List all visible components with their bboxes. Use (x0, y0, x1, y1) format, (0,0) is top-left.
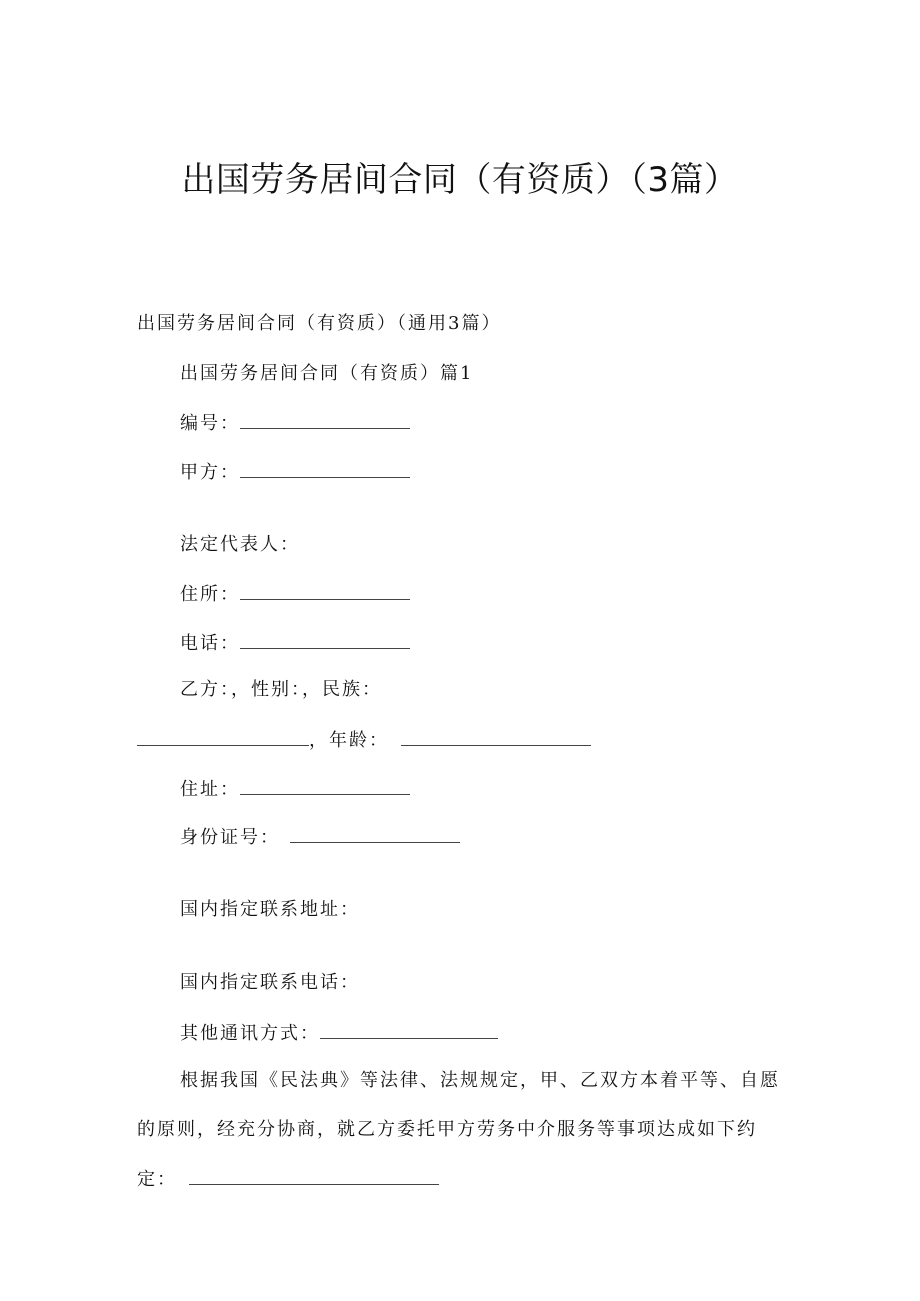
id-blank (290, 824, 460, 843)
other-contact-blank (320, 1020, 498, 1039)
paragraph-line-2: 的原则，经充分协商，就乙方委托甲方劳务中介服务等事项达成如下约 (137, 1119, 757, 1140)
paragraph-blank (189, 1166, 439, 1185)
intro-line: 出国劳务居间合同（有资质）（通用3篇） (137, 313, 502, 334)
age-label: ，年龄： (309, 730, 389, 751)
paragraph-line-1: 根据我国《民法典》等法律、法规规定，甲、乙双方本着平等、自愿 (180, 1070, 780, 1091)
address-field (180, 776, 410, 802)
phone-field (180, 630, 410, 656)
phone-blank (240, 630, 410, 649)
legal-rep-field: 法定代表人： (180, 534, 300, 555)
phone-label: 电话： (180, 633, 240, 654)
document-title: 出国劳务居间合同（有资质）（3篇） (181, 160, 739, 200)
residence-blank (240, 581, 410, 600)
other-contact-field (180, 1020, 498, 1046)
domestic-address-field: 国内指定联系地址： (180, 899, 360, 920)
party-a-field (180, 459, 410, 485)
address-blank (240, 776, 410, 795)
age-blank (401, 727, 591, 746)
paragraph-line-3 (137, 1166, 439, 1192)
section-heading: 出国劳务居间合同（有资质）篇1 (180, 363, 474, 384)
party-b-line: 乙方：，性别：，民族： (180, 679, 382, 700)
address-label: 住址： (180, 779, 240, 800)
ethnicity-blank (137, 727, 309, 746)
party-a-label: 甲方： (180, 462, 240, 483)
number-blank (240, 410, 410, 429)
number-label: 编号： (180, 413, 240, 434)
domestic-phone-field: 国内指定联系电话： (180, 972, 360, 993)
id-field (180, 824, 460, 850)
number-field (180, 410, 410, 436)
id-label: 身份证号： (180, 827, 280, 848)
paragraph-line-3-text: 定： (137, 1169, 177, 1190)
ethnicity-age-line (137, 727, 591, 753)
residence-field (180, 581, 410, 607)
residence-label: 住所： (180, 584, 240, 605)
other-contact-label: 其他通讯方式： (180, 1023, 320, 1044)
party-a-blank (240, 459, 410, 478)
